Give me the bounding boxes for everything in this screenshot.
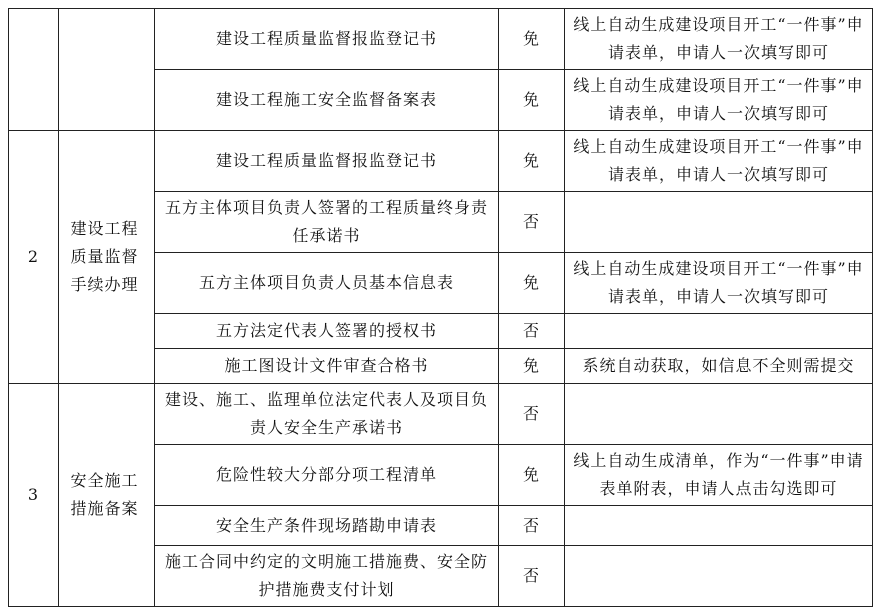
row-number	[9, 9, 59, 131]
item-cell	[155, 445, 499, 506]
item-cell	[155, 384, 499, 445]
flag-cell: 否	[499, 314, 565, 349]
row-number: 3	[9, 384, 59, 607]
table-row	[9, 131, 873, 192]
note-cell	[565, 546, 873, 607]
note-cell	[565, 384, 873, 445]
item-cell	[155, 192, 499, 253]
row-number: 2	[9, 131, 59, 384]
flag-cell: 否	[499, 384, 565, 445]
flag-cell: 免	[499, 445, 565, 506]
item-cell	[155, 314, 499, 349]
category-text: 安全施工措施备案	[70, 471, 139, 518]
note-cell	[565, 131, 873, 192]
category-cell	[59, 9, 155, 131]
item-text: 危险性较大分部分项工程清单	[215, 465, 437, 484]
note-cell	[565, 506, 873, 546]
flag-cell: 免	[499, 131, 565, 192]
item-text: 建设工程施工安全监督备案表	[215, 90, 437, 109]
flag-cell: 免	[499, 349, 565, 384]
flag-cell: 否	[499, 192, 565, 253]
note-text: 系统自动获取，如信息不全则需提交	[582, 356, 855, 375]
item-cell	[155, 9, 499, 70]
item-text: 五方主体项目负责人员基本信息表	[198, 273, 454, 292]
note-text: 线上自动生成清单，作为“一件事”申请表单附表，申请人点击勾选即可	[573, 451, 864, 498]
note-text: 线上自动生成建设项目开工“一件事”申请表单，申请人一次填写即可	[573, 137, 864, 184]
item-text: 五方主体项目负责人签署的工程质量终身责任承诺书	[164, 198, 488, 245]
table-row	[9, 384, 873, 445]
category-cell	[59, 131, 155, 384]
item-cell	[155, 253, 499, 314]
note-cell	[565, 9, 873, 70]
flag-cell: 免	[499, 70, 565, 131]
item-cell	[155, 349, 499, 384]
flag-cell: 否	[499, 546, 565, 607]
note-cell	[565, 314, 873, 349]
item-text: 建设、施工、监理单位法定代表人及项目负责人安全生产承诺书	[164, 390, 488, 437]
flag-cell: 免	[499, 9, 565, 70]
note-cell	[565, 349, 873, 384]
item-cell	[155, 131, 499, 192]
note-text: 线上自动生成建设项目开工“一件事”申请表单，申请人一次填写即可	[573, 259, 864, 306]
note-cell	[565, 192, 873, 253]
item-text: 施工图设计文件审查合格书	[224, 356, 429, 375]
category-cell	[59, 384, 155, 607]
category-text: 建设工程质量监督手续办理	[70, 219, 139, 294]
item-cell	[155, 70, 499, 131]
flag-cell: 免	[499, 253, 565, 314]
item-text: 建设工程质量监督报监登记书	[215, 151, 437, 170]
note-cell	[565, 445, 873, 506]
table-row	[9, 9, 873, 70]
item-text: 五方法定代表人签署的授权书	[215, 321, 437, 340]
note-text: 线上自动生成建设项目开工“一件事”申请表单，申请人一次填写即可	[573, 76, 864, 123]
requirements-table	[8, 8, 873, 607]
note-text: 线上自动生成建设项目开工“一件事”申请表单，申请人一次填写即可	[573, 15, 864, 62]
item-text: 建设工程质量监督报监登记书	[215, 29, 437, 48]
item-text: 安全生产条件现场踏勘申请表	[215, 515, 437, 535]
flag-cell: 否	[499, 506, 565, 546]
item-cell	[155, 546, 499, 607]
note-cell	[565, 253, 873, 314]
item-cell	[155, 506, 499, 546]
item-text: 施工合同中约定的文明施工措施费、安全防护措施费支付计划	[164, 552, 488, 599]
note-cell	[565, 70, 873, 131]
